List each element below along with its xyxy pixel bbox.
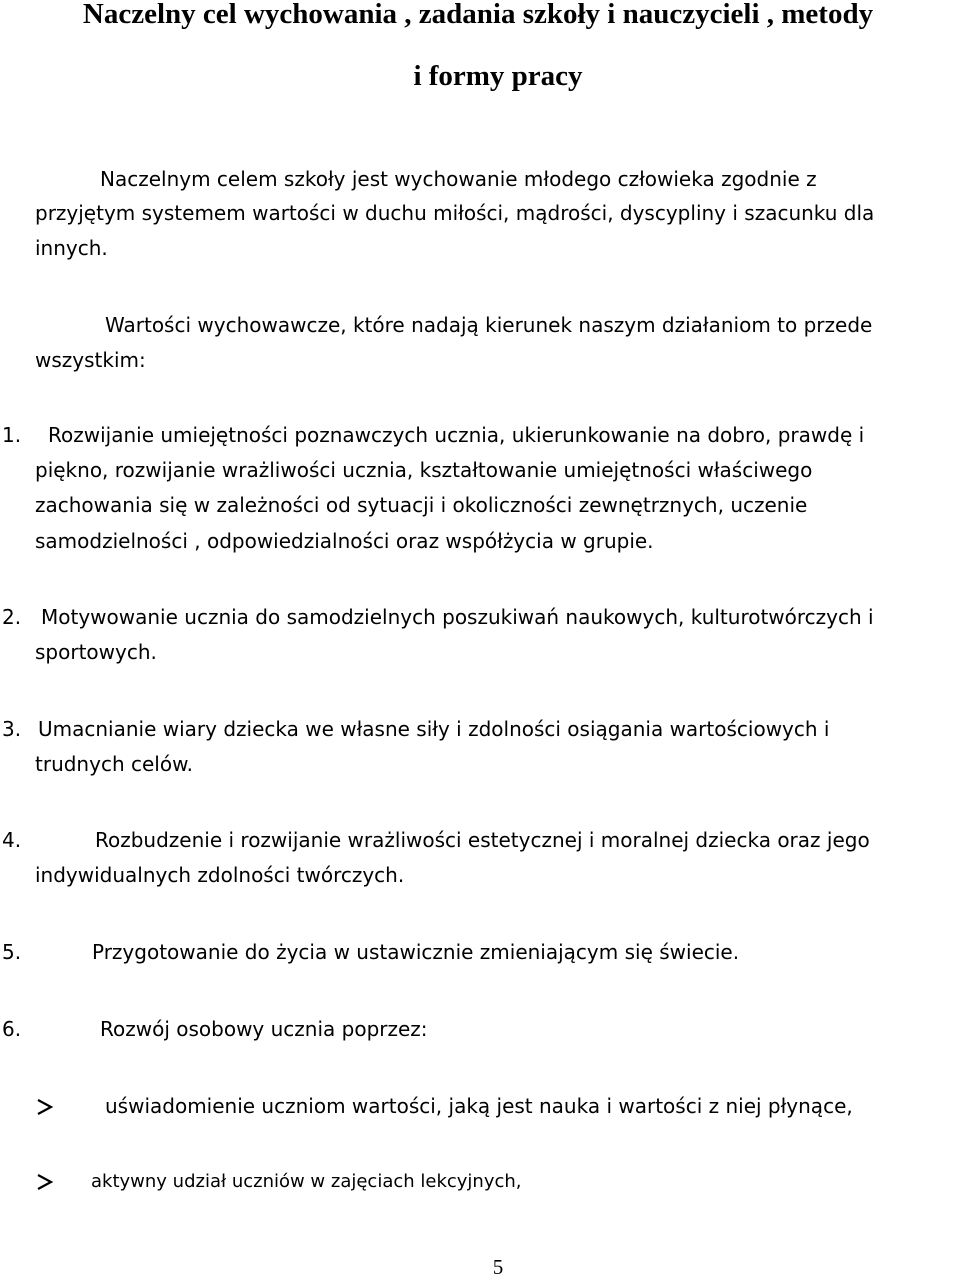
page-number: 5 [492, 1255, 504, 1279]
values-intro-line-1: Wartości wychowawcze, które nadają kierunek naszym działaniom to przede [105, 313, 873, 337]
list-item-line: piękno, rozwijanie wrażliwości ucznia, kształtowanie umiejętności właściwego [35, 458, 813, 482]
list-item-line: sportowych. [35, 640, 157, 664]
list-item-line: Rozbudzenie i rozwijanie wrażliwości estetycznej i moralnej dziecka oraz jego [95, 828, 870, 852]
list-item-number: 1. [2, 423, 22, 447]
list-item-number: 6. [2, 1017, 22, 1041]
list-item-number: 4. [2, 828, 22, 852]
list-item-number: 2. [2, 605, 22, 629]
intro-line-3: innych. [35, 236, 108, 260]
list-item-number: 3. [2, 717, 22, 741]
arrow-bullet-icon [36, 1173, 54, 1191]
list-item-line: trudnych celów. [35, 752, 193, 776]
page-title-line-2: i formy pracy [413, 60, 583, 92]
arrow-bullet-icon [36, 1098, 54, 1116]
list-item-line: Przygotowanie do życia w ustawicznie zmieniającym się świecie. [92, 940, 740, 964]
page-title-line-1: Naczelny cel wychowania , zadania szkoły i nauczycieli , metody [82, 0, 874, 30]
list-item-line: zachowania się w zależności od sytuacji i okoliczności zewnętrznych, uczenie [35, 493, 808, 517]
bullet-item-text: aktywny udział uczniów w zajęciach lekcyjnych, [91, 1171, 522, 1192]
values-intro-line-2: wszystkim: [35, 348, 146, 372]
bullet-item-text: uświadomienie uczniom wartości, jaką jest nauka i wartości z niej płynące, [105, 1094, 853, 1118]
list-item-line: Rozwój osobowy ucznia poprzez: [100, 1017, 428, 1041]
intro-line-2: przyjętym systemem wartości w duchu miłości, mądrości, dyscypliny i szacunku dla [35, 201, 875, 225]
list-item-line: Motywowanie ucznia do samodzielnych poszukiwań naukowych, kulturotwórczych i [41, 605, 874, 629]
list-item-line: Rozwijanie umiejętności poznawczych ucznia, ukierunkowanie na dobro, prawdę i [48, 423, 865, 447]
list-item-number: 5. [2, 940, 22, 964]
list-item-line: indywidualnych zdolności twórczych. [35, 863, 405, 887]
list-item-line: samodzielności , odpowiedzialności oraz współżycia w grupie. [35, 529, 654, 553]
list-item-line: Umacnianie wiary dziecka we własne siły i zdolności osiągania wartościowych i [38, 717, 830, 741]
intro-line-1: Naczelnym celem szkoły jest wychowanie młodego człowieka zgodnie z [100, 167, 817, 191]
